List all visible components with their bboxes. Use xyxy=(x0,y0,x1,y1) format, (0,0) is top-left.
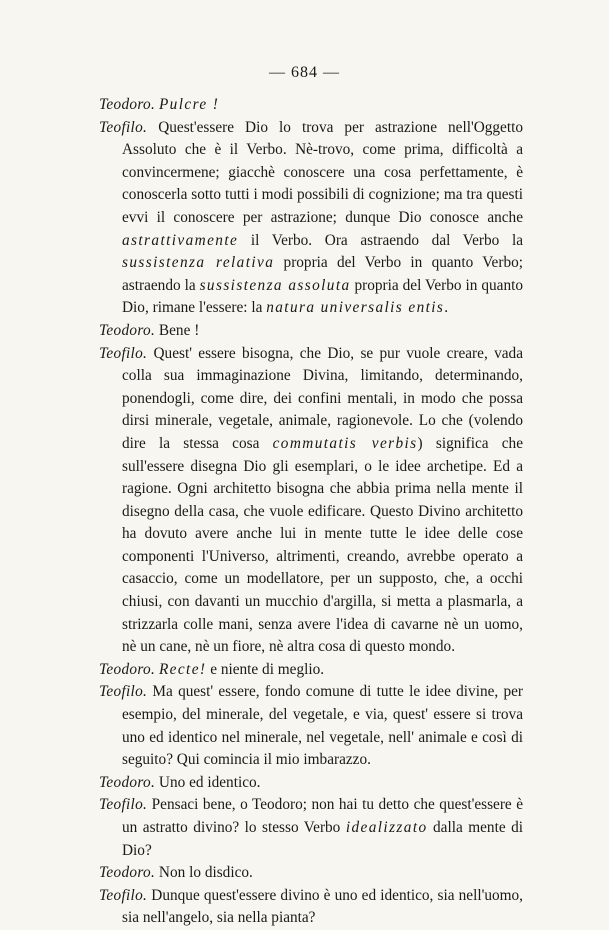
speech-text: propria del Verbo in quanto Dio, rimane l'essere: la xyxy=(122,276,523,317)
speech-text: Quest'essere Dio lo trova per astrazione nell'Oggetto Assoluto che è il Verbo. Nè-trovo, come prima, difficoltà a convincermene; giacchè conoscere una cosa perfettamente, è conoscerla sotto tutti i modi possibili di cognizione; ma tra questi evvi il conoscere per astrazione; dunque Dio conosce anche xyxy=(122,118,523,226)
dialogue-entry xyxy=(99,862,523,885)
speaker-name: Teofilo. xyxy=(99,683,148,701)
speaker-name: Teodoro. xyxy=(99,773,156,791)
speaker-name: Teofilo. xyxy=(99,118,148,136)
speaker-name: Teodoro. xyxy=(99,96,156,113)
dialogue-entry xyxy=(99,320,523,343)
speech-text: Ma quest' essere, fondo comune di tutte le idee divine, per esempio, del minerale, del vegetale, e via, quest' essere si trova uno ed identico nel minerale, nel vegetale, nell' animale e così di seguito? Qui comincia il mio imbarazzo. xyxy=(122,683,523,769)
italic-phrase: astrattivamente xyxy=(122,231,239,249)
speaker-name: Teofilo. xyxy=(99,796,148,814)
italic-phrase: Pulcre ! xyxy=(158,96,220,113)
dialogue-entry xyxy=(99,117,523,320)
speaker-name: Teodoro. xyxy=(99,321,156,339)
speaker-name: Teodoro. xyxy=(99,864,156,882)
italic-phrase: natura universalis entis xyxy=(266,299,445,317)
italic-phrase: sussistenza assoluta xyxy=(199,276,351,294)
dialogue-entry xyxy=(99,94,523,117)
dialogue-entry xyxy=(99,794,523,862)
italic-phrase: idealizzato xyxy=(345,819,428,836)
speech-text: il Verbo. Ora astraendo dal Verbo la xyxy=(238,231,523,249)
italic-phrase: commutatis verbis xyxy=(272,434,418,452)
speech-text: Quest' essere bisogna, che Dio, se pur vuole creare, vada colla sua immaginazione Divina, limitando, determinando, ponendogli, come dire, dei confini mentali, in modo che possa dirsi minerale, vegetale, animale, ragionevole. Lo che (volendo dire la stessa cosa xyxy=(122,344,523,452)
speech-text: ) significa che sull'essere disegna Dio gli esemplari, o le idee archetipe. Ed a ragione. Ogni architetto bisogna che abbia prima nella mente il disegno della casa, che vuole edificare. Questo Divino architetto ha dovuto avere anche lui in mente tutte le idee delle cose componenti l'Universo, altrimenti, creando, avrebbe operato a casaccio, come un modellatore, per un supposto, che, a occhi chiusi, con davanti un mucchio d'argilla, si metta a plasmarla, a strizzarla colle mani, senza avere l'idea di cavarne nè un uomo, nè un cane, nè un fiore, nè altra cosa di questo mondo. xyxy=(122,434,523,656)
speech-text: e niente di meglio. xyxy=(206,660,325,678)
dialogue-text xyxy=(99,94,523,930)
speech-text: Bene ! xyxy=(155,321,200,339)
speaker-name: Teodoro. xyxy=(99,660,156,678)
speech-text: Pensaci bene, o Teodoro; non hai tu detto che quest'essere è un astratto divino? lo stesso Verbo xyxy=(122,796,523,836)
speech-text: Uno ed identico. xyxy=(155,773,261,791)
italic-phrase: sussistenza relativa xyxy=(122,254,275,272)
dialogue-entry xyxy=(99,772,523,795)
dialogue-entry xyxy=(99,659,523,682)
speaker-name: Teofilo. xyxy=(99,344,148,362)
speech-text: Non lo disdico. xyxy=(155,864,253,882)
dialogue-entry xyxy=(99,681,523,771)
speaker-name: Teofilo. xyxy=(99,886,148,904)
speech-text: propria del Verbo in quanto Verbo; astraendo la xyxy=(122,254,523,294)
page-number: — 684 — xyxy=(269,64,340,81)
speech-text: dalla mente di Dio? xyxy=(122,819,523,859)
speech-text: Dunque quest'essere divino è uno ed identico, sia nell'uomo, sia nell'angelo, sia nella pianta? xyxy=(122,886,523,927)
dialogue-entry xyxy=(99,343,523,659)
speech-text: . xyxy=(444,299,449,317)
italic-phrase: Recte! xyxy=(158,660,207,678)
dialogue-entry xyxy=(99,885,523,930)
